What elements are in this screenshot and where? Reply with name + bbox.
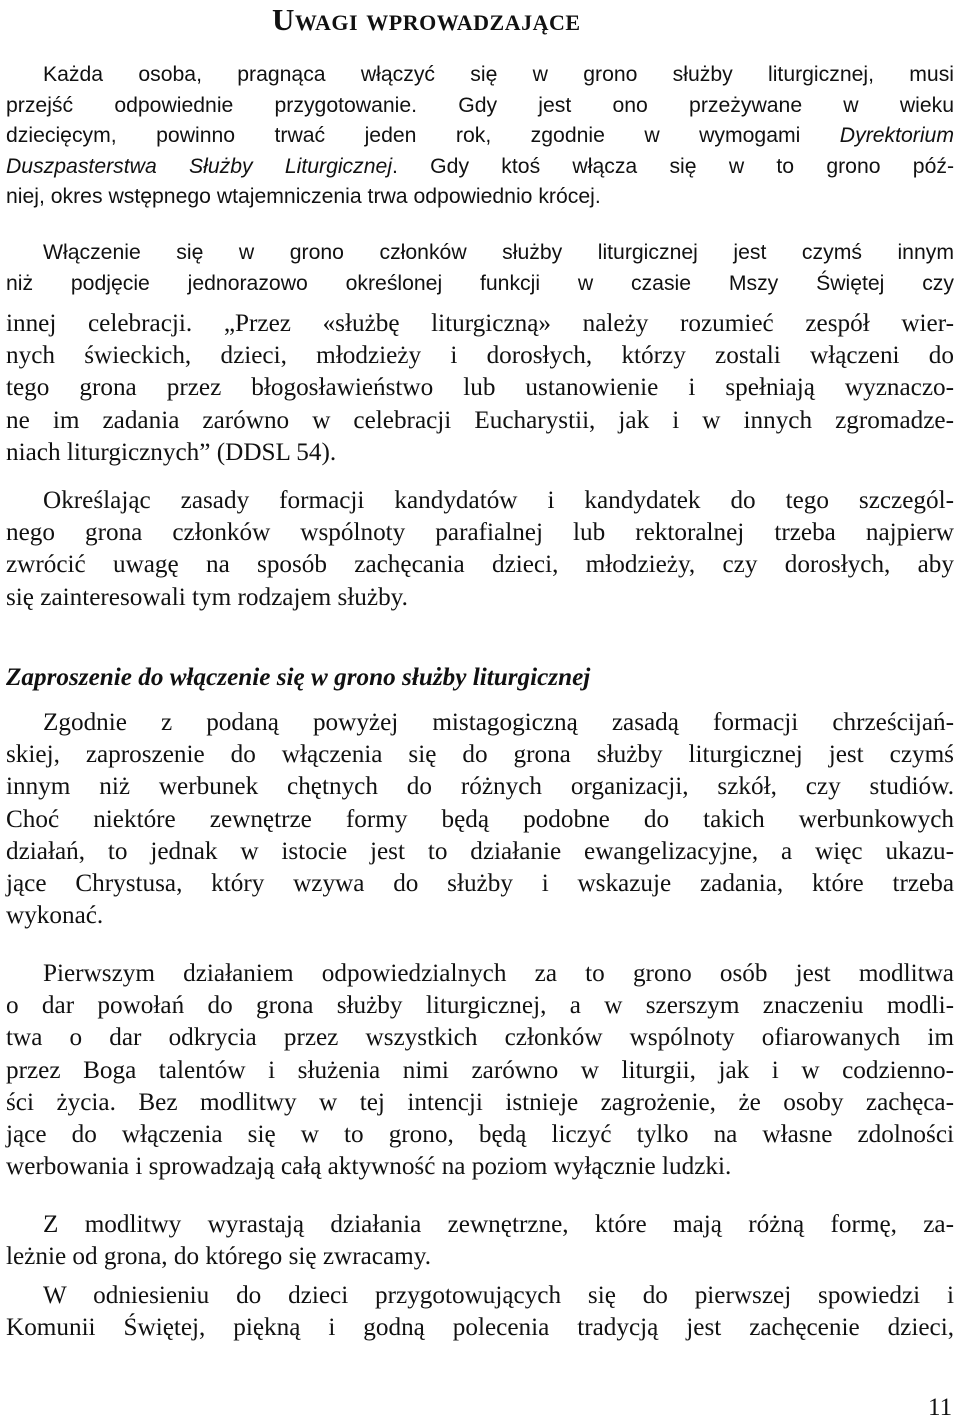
paragraph-line: nego grona członków wspólnoty parafialnej lub rektoralnej trzeba najpierw [6,519,954,547]
page-number: 11 [928,1394,953,1421]
paragraph-line: Choć niektóre zewnętrze formy będą podobne do takich werbunkowych [6,805,954,833]
paragraph-line: o dar powołań do grona służby liturgicznej, a w szerszym znaczeniu modli- [6,992,954,1020]
paragraph-line [6,121,954,152]
section-subtitle: Zaproszenie do włączenie się w grono służby liturgicznej [6,664,591,691]
paragraph-line: niej, okres wstępnego wtajemniczenia trwa odpowiednio krócej. [6,185,601,208]
paragraph-line: jące do włączenia się w to grono, będą liczyć tylko na własne zdolności [6,1121,954,1149]
paragraph-line [6,152,954,183]
paragraph-line: przejść odpowiednie przygotowanie. Gdy jest ono przeżywane w wieku [6,93,954,117]
paragraph-line: ne im zadania zarówno w celebracji Eucharystii, jak i w innych zgromadze- [6,406,954,434]
paragraph-line: twa o dar odkrycia przez wszystkich członków wspólnoty ofiarowanych im [6,1024,954,1052]
paragraph-line: werbowania i sprowadzają całą aktywność na poziom wyłącznie ludzki. [6,1153,732,1181]
paragraph-line: leżnie od grona, do którego się zwracamy. [6,1243,431,1271]
text-run: . Gdy ktoś włącza się w to grono póź- [392,154,954,178]
paragraph-5 [6,958,954,1183]
paragraph-4 [6,707,954,932]
paragraph-1 [6,60,954,213]
paragraph-line: Z modlitwy wyrastają działania zewnętrzne, które mają różną formę, za- [43,1211,954,1238]
italic-text-run: Duszpasterstwa Służby Liturgicznej [6,154,393,178]
paragraph-line: przez Boga talentów i służenia nimi zarówno w liturgii, jak i w codzienno- [6,1056,954,1084]
paragraph-line: ści życia. Bez modlitwy w tej intencji istnieje zagrożenie, że osoby zachęca- [6,1088,954,1116]
paragraph-line: skiej, zaproszenie do włączenia się do grona służby liturgicznej jest czymś [6,741,954,769]
paragraph-line: Określając zasady formacji kandydatów i kandydatek do tego szczegól- [43,487,954,514]
paragraph-2-serif [6,308,954,469]
paragraph-2-sans [6,238,954,299]
paragraph-line: innej celebracji. „Przez «służbę liturgiczną» należy rozumieć zespół wier- [6,310,954,337]
paragraph-line: innym niż werbunek chętnych do różnych organizacji, szkół, czy studiów. [6,773,954,801]
paragraph-6 [6,1209,954,1273]
paragraph-line: tego grona przez błogosławieństwo lub ustanowienie i spełniają wyznaczo- [6,374,954,402]
paragraph-line: niach liturgicznych” (DDSL 54). [6,438,337,466]
paragraph-line: zwrócić uwagę na sposób zachęcania dzieci, młodzieży, czy dorosłych, aby [6,551,954,579]
paragraph-line: się zainteresowali tym rodzajem służby. [6,583,408,611]
paragraph-line: Zgodnie z podaną powyżej mistagogiczną zasadą formacji chrześcijań- [43,709,954,736]
italic-text-run: Dyrektorium [839,124,954,147]
paragraph-line: Komunii Świętej, piękną i godną polecenia tradycją jest zachęcenie dzieci, [6,1314,954,1342]
paragraph-line: działań, to jednak w istocie jest to działanie ewangelizacyjne, a więc ukazu- [6,837,954,865]
heading-text: Uwagi wprowadzające [272,2,581,37]
paragraph-line: Każda osoba, pragnąca włączyć się w grono służby liturgicznej, musi [43,63,954,86]
paragraph-7 [6,1280,954,1344]
paragraph-line: Pierwszym działaniem odpowiedzialnych za to grono osób jest modlitwa [43,960,954,987]
section-heading [272,2,581,38]
paragraph-line: W odniesieniu do dzieci przygotowujących się do pierwszej spowiedzi i [43,1282,954,1309]
text-run: dziecięcym, powinno trwać jeden rok, zgodnie w wymogami [6,124,840,147]
paragraph-line: wykonać. [6,902,104,930]
paragraph-line: jące Chrystusa, który wzywa do służby i wskazuje zadania, które trzeba [6,870,954,898]
paragraph-line: nych świeckich, dzieci, młodzieży i dorosłych, którzy zostali włączeni do [6,342,954,370]
paragraph-3 [6,485,954,614]
paragraph-line: niż podjęcie jednorazowo określonej funkcji w czasie Mszy Świętej czy [6,271,954,295]
paragraph-line: Włączenie się w grono członków służby liturgicznej jest czymś innym [43,241,954,264]
